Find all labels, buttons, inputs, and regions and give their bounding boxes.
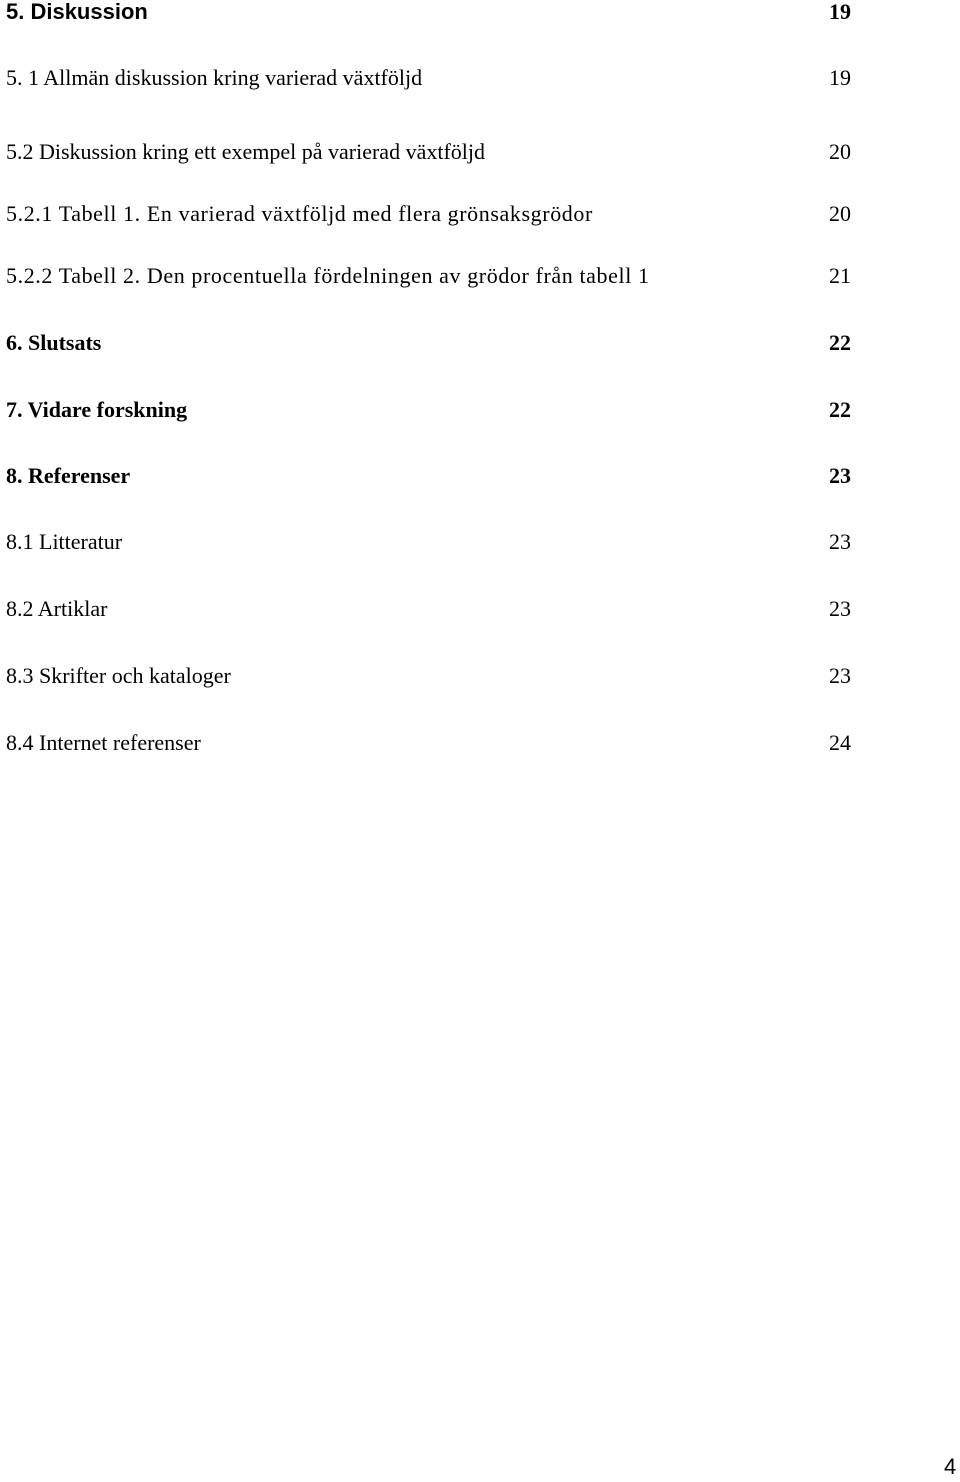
toc-entry-title: 5.2.2 Tabell 2. Den procentuella fördelningen av grödor från tabell 1	[6, 263, 650, 288]
toc-entry-title: 8.4 Internet referenser	[6, 730, 201, 755]
toc-entry-title: 8.1 Litteratur	[6, 529, 123, 554]
toc-entry-page: 21	[829, 263, 851, 288]
page-number: 4	[944, 1454, 957, 1479]
toc-entry-tabell-2	[6, 261, 851, 291]
toc-entry-title: 8.3 Skrifter och kataloger	[6, 663, 231, 688]
toc-entry-title: 8.2 Artiklar	[6, 596, 108, 621]
toc-entry-page: 23	[829, 596, 851, 621]
toc-entry-title: 8. Referenser	[6, 463, 131, 488]
toc-entry-page: 23	[829, 529, 851, 554]
toc-entry-tabell-1	[6, 199, 851, 229]
toc-entry-title: 7. Vidare forskning	[6, 397, 188, 422]
toc-entry-artiklar	[6, 594, 851, 624]
toc-entry-page: 22	[829, 397, 851, 422]
toc-entry-title: 5. Diskussion	[6, 0, 148, 24]
toc-entry-page: 23	[829, 663, 851, 688]
toc-entry-allman-diskussion	[6, 63, 851, 93]
toc-entry-diskussion	[6, 0, 851, 27]
toc-entry-title: 5. 1 Allmän diskussion kring varierad växtföljd	[6, 65, 423, 90]
toc-entry-internet-referenser	[6, 728, 851, 758]
toc-entry-vidare-forskning	[6, 395, 851, 425]
toc-entry-page: 24	[829, 730, 851, 755]
toc-entry-title: 5.2.1 Tabell 1. En varierad växtföljd med flera grönsaksgrödor	[6, 201, 593, 226]
toc-entry-page: 19	[829, 65, 851, 90]
toc-entry-page: 22	[829, 330, 851, 355]
toc-entry-litteratur	[6, 527, 851, 557]
toc-entry-diskussion-exempel	[6, 137, 851, 167]
toc-entry-referenser	[6, 461, 851, 491]
toc-entry-page: 19	[829, 0, 851, 24]
toc-entry-title: 6. Slutsats	[6, 330, 102, 355]
toc-entry-title: 5.2 Diskussion kring ett exempel på varierad växtföljd	[6, 139, 485, 164]
toc-entry-page: 20	[829, 201, 851, 226]
toc-entry-page: 23	[829, 463, 851, 488]
toc-entry-slutsats	[6, 328, 851, 358]
toc-entry-page: 20	[829, 139, 851, 164]
toc-entry-skrifter	[6, 661, 851, 691]
